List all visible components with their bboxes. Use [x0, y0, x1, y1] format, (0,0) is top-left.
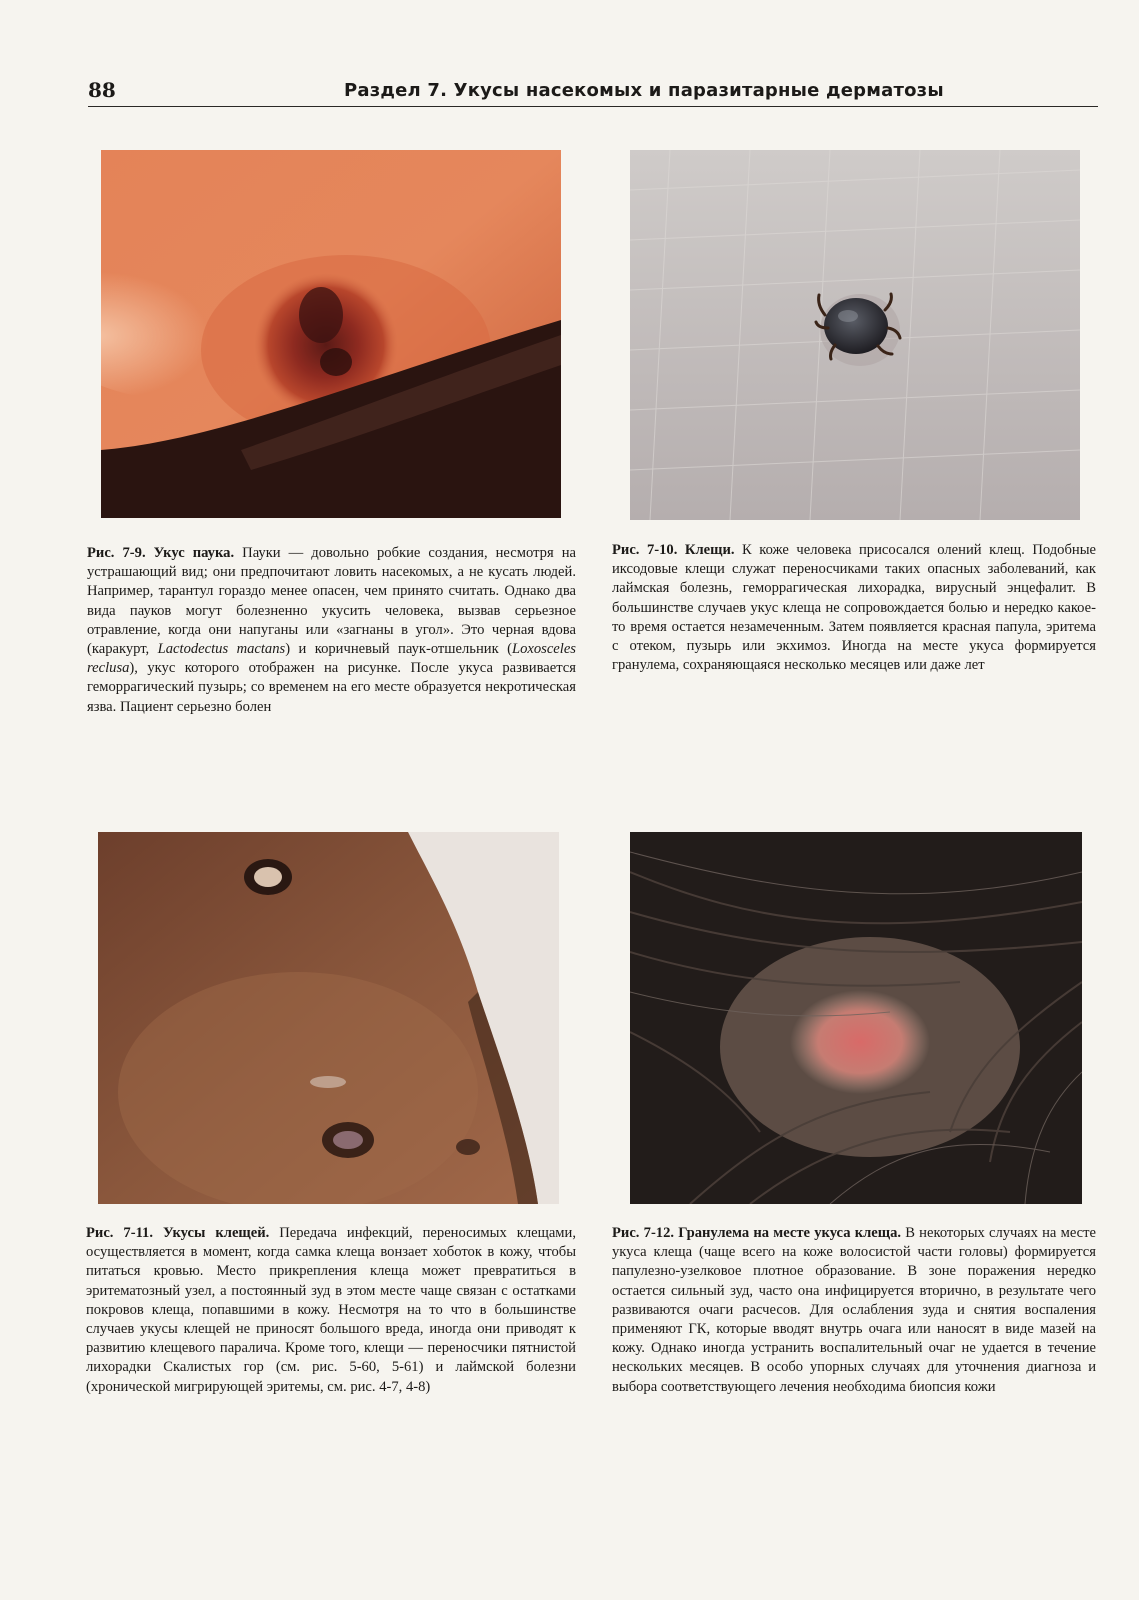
caption-text: Пауки — довольно робкие создания, несмотря на устрашающий вид; они предпочитают ловить насекомых, а не кусать людей. Например, тарантул гораздо менее опасен, чем принято считать. Однако два вида пауков могут болезненно укусить человека, вызвав серьезное отравление, когда они напуганы или «загнаны в угол». Это черная вдова (каракурт,: [87, 545, 576, 658]
figure-granuloma-photo: [630, 832, 1082, 1204]
caption-text: К коже человека присосался олений клещ. Подобные иксодовые клещи служат переносчиками таких опасных заболеваний, как лаймская болезнь, геморрагическая лихорадка, вирусный энцефалит. В большинстве случаев укус клеща не сопровождается болью и нередко какое-то время остается незамеченным. Затем появляется красная папула, эритема с отеком, пузырь или экхимоз. Иногда на месте укуса формируется гранулема, сохраняющаяся несколько месяцев или даже лет: [612, 542, 1096, 674]
caption-heading: Рис. 7-12. Гранулема на месте укуса клеща.: [612, 1225, 902, 1241]
caption-text: В некоторых случаях на месте укуса клеща (чаще всего на коже волосистой части головы) формируется папулезно-узелковое плотное образование. В зоне поражения нередко остается сильный зуд, часто она инфицируется вторично, в результате чего развиваются очаги расчесов. Для ослабления зуда и снятия воспаления применяют ГК, которые вводят внутрь очага или наносят в виде мазей на кожу. Однако иногда устранить воспалительный очаг не удается в течение нескольких месяцев. В особо упорных случаях для уточнения диагноза и выбора соответствующего лечения необходима биопсия кожи: [612, 1225, 1096, 1395]
caption-heading: Рис. 7-11. Укусы клещей.: [86, 1225, 270, 1241]
caption-heading: Рис. 7-9. Укус паука.: [87, 545, 235, 561]
caption-fig-7-12: [612, 1224, 1096, 1397]
figure-tick-bites-photo: [98, 832, 559, 1204]
figure-tick-photo: [630, 150, 1080, 520]
figure-spider-bite-photo: [101, 150, 561, 518]
caption-text: Передача инфекций, переносимых клещами, осуществляется в момент, когда самка клеща вонзает хоботок в кожу, чтобы питаться кровью. Место прикрепления клеща может превратиться в эритематозный узел, а постоянный зуд в этом месте чаще связан с остатками покровов клеща, попавшими в кожу. Несмотря на то что в большинстве случаев укусы клещей не приносят большого вреда, иногда они приводят к развитию клещевого паралича. Кроме того, клещи — переносчики пятнистой лихорадки Скалистых гор (см. рис. 5-60, 5-61) и лаймской болезни (хронической мигрирующей эритемы, см. рис. 4-7, 4-8): [86, 1225, 576, 1395]
section-title: Раздел 7. Укусы насекомых и паразитарные дерматозы: [344, 80, 944, 101]
caption-text: ), укус которого отображен на рисунке. После укуса развивается геморрагический пузырь; со временем на его месте образуется некротическая язва. Пациент серьезно болен: [87, 660, 576, 715]
page-number: 88: [88, 78, 116, 102]
caption-fig-7-11: [86, 1224, 576, 1397]
caption-latin-name: Lactodectus mactans: [157, 641, 286, 658]
caption-latin-name: Loxosceles reclusa: [87, 641, 576, 677]
caption-fig-7-9: [87, 544, 576, 717]
running-header: [88, 70, 1098, 107]
caption-fig-7-10: [612, 541, 1096, 675]
caption-heading: Рис. 7-10. Клещи.: [612, 542, 735, 558]
caption-text: ) и коричневый паук-отшельник (: [285, 641, 512, 658]
